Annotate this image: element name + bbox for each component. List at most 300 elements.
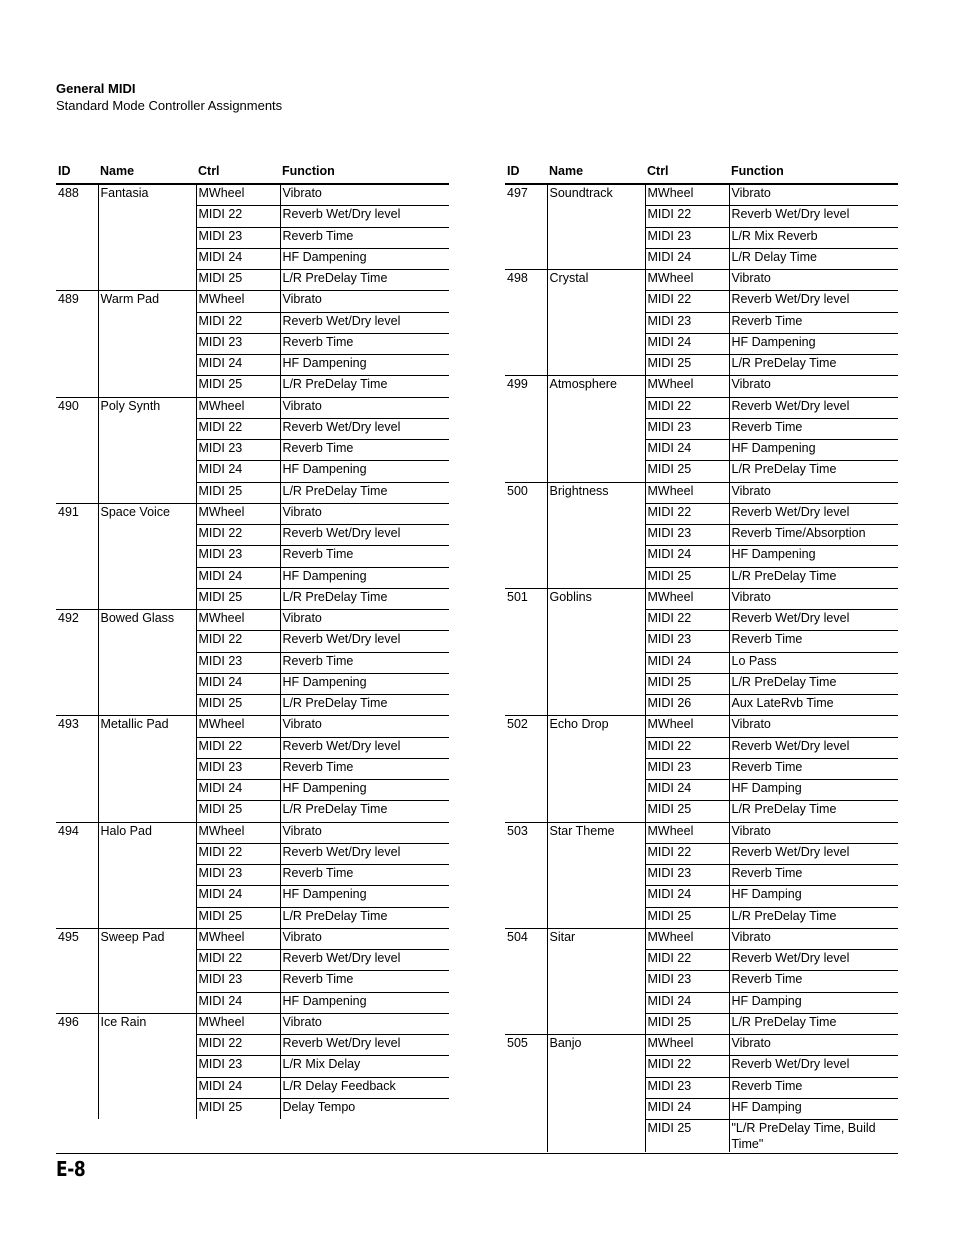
controller-cell: MIDI 25 <box>196 1098 280 1119</box>
controller-cell: MWheel <box>645 822 729 843</box>
preset-name-cell <box>98 758 196 779</box>
preset-id-cell <box>56 482 98 503</box>
table-row <box>505 950 898 971</box>
page-title: General MIDI <box>56 81 136 96</box>
preset-id-cell <box>505 312 547 333</box>
controller-cell: MIDI 23 <box>645 418 729 439</box>
preset-name-cell: Ice Rain <box>98 1013 196 1034</box>
preset-name-cell <box>98 780 196 801</box>
controller-cell: MIDI 25 <box>645 567 729 588</box>
preset-name-cell <box>98 546 196 567</box>
preset-id-cell <box>505 503 547 524</box>
controller-cell: MIDI 23 <box>196 1056 280 1077</box>
table-row <box>505 992 898 1013</box>
preset-name-cell <box>98 950 196 971</box>
table-row <box>505 567 898 588</box>
table-row <box>505 1098 898 1119</box>
controller-cell: MIDI 24 <box>645 992 729 1013</box>
column-header-id: ID <box>56 153 98 184</box>
function-cell: HF Dampening <box>280 248 449 269</box>
controller-cell: MIDI 24 <box>196 1077 280 1098</box>
function-cell: HF Dampening <box>280 567 449 588</box>
function-cell: Reverb Wet/Dry level <box>729 737 898 758</box>
function-cell: HF Dampening <box>280 461 449 482</box>
function-cell: Vibrato <box>280 1013 449 1034</box>
preset-id-cell: 494 <box>56 822 98 843</box>
table-row <box>505 291 898 312</box>
preset-id-cell <box>505 206 547 227</box>
controller-cell: MIDI 24 <box>196 780 280 801</box>
controller-cell: MWheel <box>196 1013 280 1034</box>
table-row <box>505 184 898 206</box>
preset-name-cell: Sitar <box>547 928 645 949</box>
preset-name-cell: Atmosphere <box>547 376 645 397</box>
function-cell: Vibrato <box>280 610 449 631</box>
table-row <box>56 950 449 971</box>
function-cell: Vibrato <box>729 184 898 206</box>
controller-cell: MIDI 22 <box>196 206 280 227</box>
controller-cell: MIDI 23 <box>196 546 280 567</box>
table-row <box>505 673 898 694</box>
function-cell: HF Dampening <box>729 546 898 567</box>
preset-id-cell: 500 <box>505 482 547 503</box>
preset-id-cell <box>505 1013 547 1034</box>
controller-cell: MIDI 24 <box>196 567 280 588</box>
preset-id-cell: 490 <box>56 397 98 418</box>
table-row <box>505 822 898 843</box>
function-cell: Reverb Wet/Dry level <box>280 206 449 227</box>
preset-name-cell <box>547 227 645 248</box>
preset-id-cell: 492 <box>56 610 98 631</box>
controller-cell: MIDI 23 <box>645 865 729 886</box>
table-row <box>56 780 449 801</box>
controller-cell: MWheel <box>196 503 280 524</box>
preset-id-cell <box>56 801 98 822</box>
table-row <box>505 652 898 673</box>
table-row <box>56 928 449 949</box>
preset-id-cell: 497 <box>507 186 528 200</box>
preset-id-cell: 493 <box>56 716 98 737</box>
table-header-row <box>505 153 898 184</box>
controller-cell: MIDI 23 <box>196 758 280 779</box>
preset-id-cell <box>56 525 98 546</box>
function-cell: "L/R PreDelay Time, Build Time" <box>729 1120 898 1153</box>
function-cell: Reverb Wet/Dry level <box>280 1035 449 1056</box>
column-header-ctrl: Ctrl <box>196 153 280 184</box>
function-cell: Delay Tempo <box>280 1098 449 1119</box>
preset-name-cell <box>98 631 196 652</box>
preset-name-cell <box>547 865 645 886</box>
function-cell: Reverb Time <box>280 758 449 779</box>
preset-name-cell <box>547 567 645 588</box>
preset-name-cell: Star Theme <box>547 822 645 843</box>
function-cell: Reverb Time/Absorption <box>729 525 898 546</box>
function-cell: Reverb Time <box>729 758 898 779</box>
preset-id-cell <box>56 1098 98 1119</box>
function-cell: Reverb Wet/Dry level <box>729 291 898 312</box>
table-row <box>505 971 898 992</box>
preset-name-cell <box>98 1077 196 1098</box>
preset-id-cell <box>56 248 98 269</box>
preset-name-cell <box>547 1056 645 1077</box>
controller-cell: MWheel <box>645 928 729 949</box>
preset-name-cell <box>547 418 645 439</box>
table-row <box>56 801 449 822</box>
table-row <box>505 1120 898 1153</box>
preset-id-cell <box>505 291 547 312</box>
table-row <box>56 716 449 737</box>
function-cell: Reverb Time <box>280 971 449 992</box>
preset-id-cell <box>505 397 547 418</box>
function-cell: Vibrato <box>280 291 449 312</box>
preset-name-cell <box>547 440 645 461</box>
preset-id-cell <box>56 440 98 461</box>
function-cell: HF Dampening <box>729 440 898 461</box>
table-row <box>505 1035 898 1056</box>
column-header-function: Function <box>280 153 449 184</box>
function-cell: L/R PreDelay Time <box>280 695 449 716</box>
preset-id-cell: 505 <box>505 1035 547 1056</box>
controller-cell: MIDI 24 <box>645 1098 729 1119</box>
table-row <box>56 737 449 758</box>
function-cell: Reverb Time <box>729 1077 898 1098</box>
table-row <box>56 461 449 482</box>
function-cell: L/R Delay Time <box>729 248 898 269</box>
preset-name-cell <box>547 780 645 801</box>
table-row <box>505 248 898 269</box>
function-cell: L/R PreDelay Time <box>280 907 449 928</box>
column-header-name: Name <box>98 153 196 184</box>
controller-cell: MWheel <box>196 184 280 206</box>
preset-name-cell <box>547 1013 645 1034</box>
preset-name-cell <box>547 1077 645 1098</box>
table-row <box>56 1035 449 1056</box>
controller-cell: MIDI 24 <box>645 652 729 673</box>
preset-name-cell <box>98 248 196 269</box>
function-cell: L/R PreDelay Time <box>729 1013 898 1034</box>
table-row <box>505 355 898 376</box>
function-cell: Vibrato <box>280 397 449 418</box>
preset-name-cell <box>98 992 196 1013</box>
preset-id-cell <box>56 546 98 567</box>
table-row <box>56 355 449 376</box>
preset-name-cell <box>547 801 645 822</box>
function-cell: HF Damping <box>729 780 898 801</box>
function-cell: Reverb Wet/Dry level <box>280 737 449 758</box>
preset-name-cell <box>547 886 645 907</box>
table-row <box>56 376 449 397</box>
preset-name-cell: Echo Drop <box>547 716 645 737</box>
table-row <box>56 992 449 1013</box>
table-row <box>56 482 449 503</box>
function-cell: L/R PreDelay Time <box>729 355 898 376</box>
table-row <box>56 695 449 716</box>
preset-name-cell <box>547 333 645 354</box>
preset-id-cell <box>505 652 547 673</box>
controller-cell: MIDI 24 <box>196 886 280 907</box>
table-row <box>505 312 898 333</box>
function-cell: Vibrato <box>280 503 449 524</box>
preset-id-cell: 496 <box>56 1013 98 1034</box>
preset-name-cell: Crystal <box>547 270 645 291</box>
controller-cell: MIDI 26 <box>645 695 729 716</box>
preset-name-cell <box>547 950 645 971</box>
preset-name-cell <box>98 588 196 609</box>
preset-name-cell <box>98 695 196 716</box>
controller-cell: MIDI 25 <box>196 376 280 397</box>
function-cell: Vibrato <box>729 928 898 949</box>
table-row <box>56 758 449 779</box>
preset-id-cell <box>56 461 98 482</box>
preset-id-cell <box>56 673 98 694</box>
function-cell: Reverb Wet/Dry level <box>729 503 898 524</box>
preset-name-cell: Soundtrack <box>547 184 645 206</box>
table-row <box>56 567 449 588</box>
function-cell: Reverb Wet/Dry level <box>280 631 449 652</box>
controller-cell: MIDI 24 <box>196 248 280 269</box>
function-cell: Reverb Time <box>729 971 898 992</box>
controller-cell: MIDI 23 <box>645 1077 729 1098</box>
controller-cell: MIDI 25 <box>645 801 729 822</box>
preset-id-cell <box>505 631 547 652</box>
column-header-ctrl: Ctrl <box>645 153 729 184</box>
function-cell: HF Dampening <box>280 992 449 1013</box>
controller-cell: MWheel <box>196 716 280 737</box>
preset-name-cell <box>547 610 645 631</box>
table-row <box>505 270 898 291</box>
table-row <box>505 801 898 822</box>
controller-cell: MIDI 22 <box>196 950 280 971</box>
controller-cell: MIDI 25 <box>196 801 280 822</box>
controller-cell: MIDI 22 <box>196 843 280 864</box>
controller-cell: MWheel <box>196 610 280 631</box>
controller-cell: MIDI 23 <box>196 971 280 992</box>
table-row <box>505 418 898 439</box>
preset-name-cell <box>98 206 196 227</box>
preset-name-cell <box>98 1056 196 1077</box>
table-row <box>505 610 898 631</box>
controller-cell: MWheel <box>645 1035 729 1056</box>
preset-id-cell <box>56 843 98 864</box>
table-row <box>56 907 449 928</box>
table-row <box>56 1056 449 1077</box>
table-row <box>56 333 449 354</box>
controller-cell: MIDI 22 <box>196 525 280 546</box>
function-cell: HF Dampening <box>729 333 898 354</box>
table-row <box>56 418 449 439</box>
controller-cell: MIDI 25 <box>196 270 280 291</box>
controller-cell: MIDI 25 <box>645 673 729 694</box>
preset-id-cell <box>505 907 547 928</box>
preset-id-cell <box>56 780 98 801</box>
preset-id-cell <box>56 652 98 673</box>
table-row <box>56 652 449 673</box>
preset-name-cell <box>547 737 645 758</box>
function-cell: Vibrato <box>729 822 898 843</box>
preset-name-cell <box>98 865 196 886</box>
controller-cell: MWheel <box>645 482 729 503</box>
function-cell: L/R PreDelay Time <box>729 801 898 822</box>
function-cell: L/R PreDelay Time <box>280 588 449 609</box>
controller-cell: MIDI 23 <box>645 312 729 333</box>
controller-cell: MIDI 24 <box>645 248 729 269</box>
preset-id-cell <box>505 418 547 439</box>
function-cell: Reverb Time <box>280 546 449 567</box>
preset-name-cell: Warm Pad <box>98 291 196 312</box>
controller-cell: MIDI 24 <box>645 886 729 907</box>
table-row <box>505 525 898 546</box>
function-cell: Reverb Wet/Dry level <box>729 397 898 418</box>
controller-cell: MIDI 22 <box>645 1056 729 1077</box>
function-cell: Reverb Wet/Dry level <box>280 312 449 333</box>
controller-cell: MIDI 22 <box>645 950 729 971</box>
controller-cell: MIDI 23 <box>196 440 280 461</box>
column-header-id: ID <box>505 153 547 184</box>
controller-cell: MIDI 24 <box>645 780 729 801</box>
function-cell: Vibrato <box>729 270 898 291</box>
preset-id-cell <box>56 1077 98 1098</box>
table-row <box>505 440 898 461</box>
table-row <box>56 865 449 886</box>
preset-id-cell <box>505 758 547 779</box>
preset-name-cell <box>547 397 645 418</box>
preset-name-cell <box>98 843 196 864</box>
preset-id-cell <box>56 907 98 928</box>
controller-cell: MIDI 22 <box>645 610 729 631</box>
preset-name-cell <box>547 1098 645 1119</box>
preset-id-cell <box>505 333 547 354</box>
controller-cell: MIDI 22 <box>645 503 729 524</box>
preset-name-cell <box>547 971 645 992</box>
column-header-name: Name <box>547 153 645 184</box>
controller-cell: MIDI 23 <box>645 758 729 779</box>
controller-cell: MIDI 22 <box>645 397 729 418</box>
preset-id-cell <box>56 376 98 397</box>
table-row <box>56 971 449 992</box>
preset-id-cell <box>56 227 98 248</box>
table-row <box>505 695 898 716</box>
table-row <box>505 1013 898 1034</box>
controller-cell: MWheel <box>645 270 729 291</box>
preset-name-cell: Goblins <box>547 588 645 609</box>
function-cell: L/R PreDelay Time <box>729 907 898 928</box>
footer-divider <box>56 1153 898 1154</box>
controller-cell: MIDI 25 <box>645 907 729 928</box>
controller-cell: MWheel <box>645 376 729 397</box>
preset-id-cell <box>56 588 98 609</box>
table-row <box>56 525 449 546</box>
table-row <box>56 588 449 609</box>
preset-id-cell <box>505 1120 547 1153</box>
function-cell: Lo Pass <box>729 652 898 673</box>
function-cell: Reverb Wet/Dry level <box>280 950 449 971</box>
preset-name-cell <box>98 907 196 928</box>
function-cell: HF Damping <box>729 992 898 1013</box>
controller-cell: MIDI 23 <box>645 971 729 992</box>
table-row <box>56 291 449 312</box>
table-row <box>56 248 449 269</box>
preset-name-cell <box>547 695 645 716</box>
preset-name-cell <box>98 440 196 461</box>
preset-name-cell <box>547 248 645 269</box>
preset-name-cell <box>98 1098 196 1119</box>
preset-id-cell <box>505 1056 547 1077</box>
preset-name-cell <box>547 355 645 376</box>
table-row <box>505 206 898 227</box>
function-cell: Vibrato <box>729 716 898 737</box>
table-row <box>505 716 898 737</box>
function-cell: Reverb Time <box>280 865 449 886</box>
table-row <box>505 227 898 248</box>
table-body <box>505 184 898 1152</box>
preset-name-cell <box>547 631 645 652</box>
function-cell: HF Dampening <box>280 673 449 694</box>
controller-cell: MIDI 25 <box>196 907 280 928</box>
table-row <box>56 610 449 631</box>
controller-cell: MIDI 24 <box>196 992 280 1013</box>
preset-name-cell <box>98 801 196 822</box>
preset-name-cell <box>98 333 196 354</box>
function-cell: Vibrato <box>280 716 449 737</box>
preset-name-cell <box>98 567 196 588</box>
table-row <box>505 1077 898 1098</box>
function-cell: HF Dampening <box>280 780 449 801</box>
function-cell: L/R PreDelay Time <box>280 376 449 397</box>
page-number: E-8 <box>56 1157 86 1181</box>
function-cell: Vibrato <box>729 376 898 397</box>
controller-cell: MWheel <box>196 928 280 949</box>
preset-id-cell: 504 <box>505 928 547 949</box>
controller-cell: MIDI 24 <box>645 333 729 354</box>
controller-cell: MIDI 22 <box>196 312 280 333</box>
preset-id-cell <box>56 270 98 291</box>
preset-id-cell <box>56 312 98 333</box>
page-header <box>56 80 282 114</box>
table-row <box>505 1056 898 1077</box>
preset-name-cell <box>547 992 645 1013</box>
preset-name-cell: Brightness <box>547 482 645 503</box>
preset-id-cell <box>56 1035 98 1056</box>
preset-id-cell <box>56 206 98 227</box>
preset-id-cell <box>56 886 98 907</box>
preset-name-cell <box>547 758 645 779</box>
table-row <box>505 482 898 503</box>
controller-cell: MWheel <box>196 822 280 843</box>
controller-cell: MIDI 25 <box>196 482 280 503</box>
table-row <box>505 461 898 482</box>
controller-cell: MIDI 24 <box>196 355 280 376</box>
preset-id-cell <box>56 865 98 886</box>
preset-name-cell <box>547 206 645 227</box>
table-row <box>505 907 898 928</box>
preset-id-cell <box>505 1077 547 1098</box>
preset-id-cell <box>56 355 98 376</box>
table-row <box>56 886 449 907</box>
controller-table-right <box>505 153 898 1152</box>
preset-name-cell <box>547 312 645 333</box>
table-row <box>56 1098 449 1119</box>
controller-cell: MWheel <box>645 588 729 609</box>
preset-id-cell: 489 <box>56 291 98 312</box>
page-subtitle: Standard Mode Controller Assignments <box>56 98 283 113</box>
preset-name-cell <box>98 376 196 397</box>
preset-name-cell <box>98 461 196 482</box>
preset-name-cell <box>547 652 645 673</box>
function-cell: Reverb Time <box>280 440 449 461</box>
controller-cell: MIDI 25 <box>645 1013 729 1034</box>
function-cell: Reverb Wet/Dry level <box>729 206 898 227</box>
table-row <box>505 376 898 397</box>
